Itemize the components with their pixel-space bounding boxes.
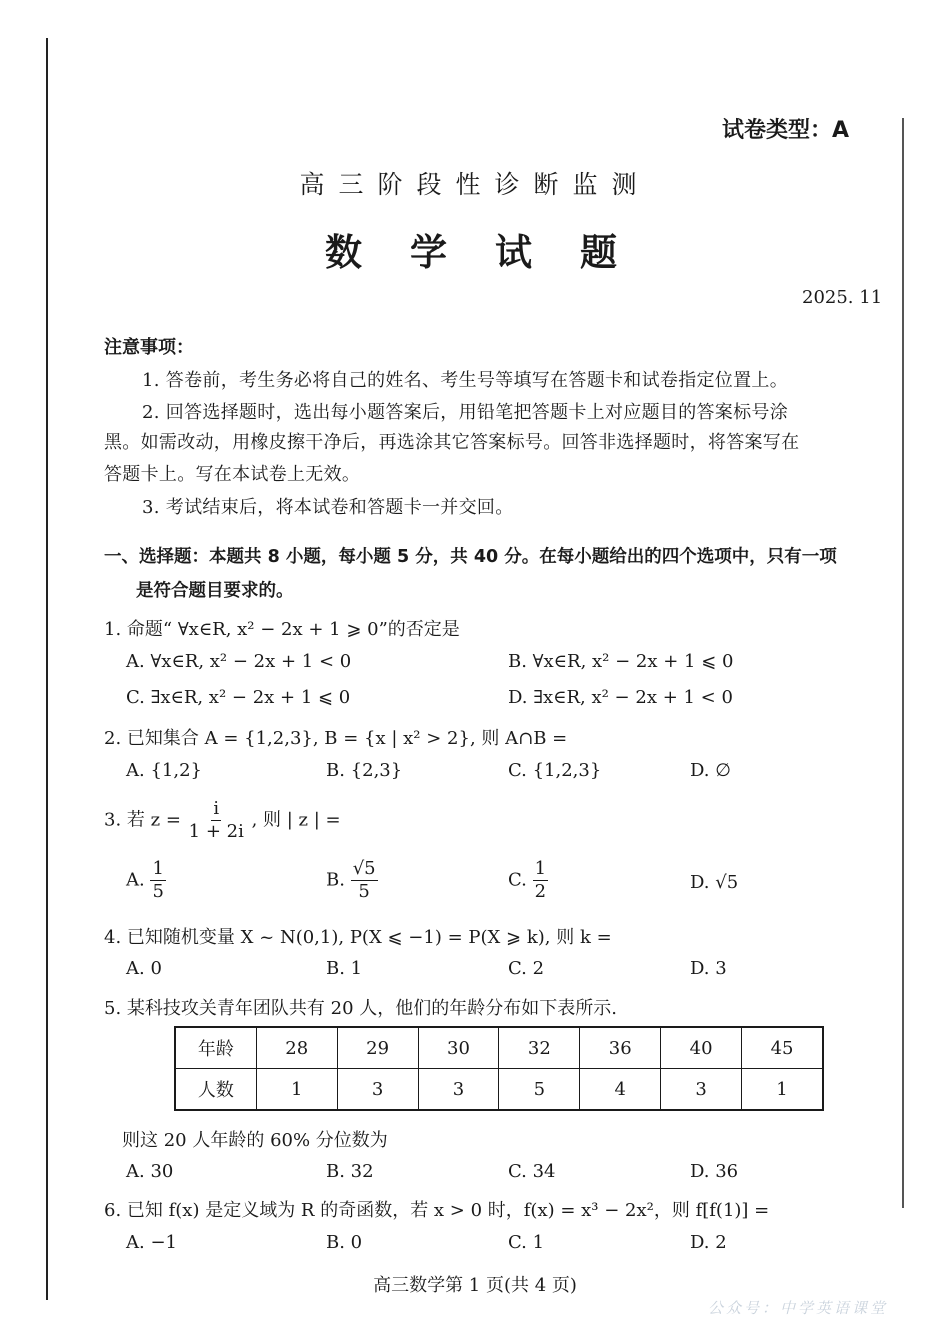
paper-type: 试卷类型：A	[722, 118, 850, 143]
q4-option-b: B. 1	[326, 958, 363, 979]
table-header-age: 年龄	[175, 1027, 256, 1069]
q5-option-c: C. 34	[508, 1161, 556, 1182]
q3-fraction-denominator: 1 + 2i	[188, 821, 244, 842]
q3-option-c-denominator: 2	[534, 881, 547, 902]
table-cell: 45	[742, 1027, 823, 1069]
note-line-1: 1. 答卷前，考生务必将自己的姓名、考生号等填写在答题卡和试卷指定位置上。	[142, 370, 788, 391]
exam-title: 数学试题	[325, 231, 665, 274]
q6-option-a: A. −1	[126, 1232, 177, 1253]
q4-stem: 4. 已知随机变量 X ~ N(0,1), P(X ⩽ −1) = P(X ⩾ k), 则 k =	[104, 927, 612, 948]
q3-option-a-numerator: 1	[152, 858, 164, 879]
q3-option-a-label: A.	[126, 869, 145, 891]
q1-option-d: D. ∃x∈R, x² − 2x + 1 < 0	[508, 687, 733, 708]
q3-fraction-numerator: i	[213, 798, 220, 819]
note-line-2: 2. 回答选择题时，选出每小题答案后，用铅笔把答题卡上对应题目的答案标号涂	[142, 402, 788, 423]
q1-option-c: C. ∃x∈R, x² − 2x + 1 ⩽ 0	[126, 687, 351, 708]
q3-stem-prefix: 3. 若 z =	[104, 809, 181, 831]
table-cell: 3	[661, 1069, 742, 1111]
q1-option-a: A. ∀x∈R, x² − 2x + 1 < 0	[126, 651, 352, 672]
table-cell: 30	[418, 1027, 499, 1069]
q4-option-c: C. 2	[508, 958, 545, 979]
section-heading-line-2: 是符合题目要求的。	[136, 581, 294, 601]
q3-option-b	[326, 860, 378, 901]
q2-option-b: B. {2,3}	[326, 760, 403, 781]
table-cell: 32	[499, 1027, 580, 1069]
watermark-text: 公众号：中学英语课堂	[708, 1299, 889, 1317]
q3-option-c	[508, 860, 548, 901]
notes-title: 注意事项：	[104, 337, 194, 358]
q2-option-d: D. ∅	[690, 760, 731, 781]
note-line-3: 黑。如需改动，用橡皮擦干净后，再选涂其它答案标号。回答非选择题时，将答案写在	[104, 432, 800, 453]
q5-option-d: D. 36	[690, 1161, 739, 1182]
q6-option-d: D. 2	[690, 1232, 727, 1253]
q2-stem: 2. 已知集合 A = {1,2,3}, B = {x | x² > 2}, 则 A∩B =	[104, 728, 568, 749]
q3-option-b-denominator: 5	[358, 881, 370, 902]
q6-option-c: C. 1	[508, 1232, 545, 1253]
q3-option-c-fraction	[533, 860, 548, 901]
table-row-count	[175, 1069, 823, 1111]
table-cell: 3	[337, 1069, 418, 1111]
table-header-count: 人数	[175, 1069, 256, 1111]
age-distribution-table	[174, 1026, 824, 1111]
q2-option-c: C. {1,2,3}	[508, 760, 602, 781]
q3-option-b-label: B.	[326, 869, 345, 891]
table-cell: 28	[256, 1027, 337, 1069]
q5-stem: 5. 某科技攻关青年团队共有 20 人，他们的年龄分布如下表所示.	[104, 998, 617, 1019]
q1-option-b: B. ∀x∈R, x² − 2x + 1 ⩽ 0	[508, 651, 734, 672]
page-footer: 高三数学第 1 页(共 4 页)	[373, 1275, 577, 1296]
note-line-5: 3. 考试结束后，将本试卷和答题卡一并交回。	[142, 497, 514, 518]
q3-option-a	[126, 860, 166, 901]
q6-option-b: B. 0	[326, 1232, 363, 1253]
q3-option-d: D. √5	[690, 872, 739, 893]
q4-option-d: D. 3	[690, 958, 727, 979]
q3-option-a-fraction	[150, 860, 165, 901]
table-cell: 4	[580, 1069, 661, 1111]
q4-option-a: A. 0	[126, 958, 162, 979]
section-heading-line-1: 一、选择题：本题共 8 小题，每小题 5 分，共 40 分。在每小题给出的四个选项中，只有一项	[104, 547, 837, 567]
q3-stem	[104, 800, 341, 841]
q3-option-c-numerator: 1	[534, 858, 547, 879]
q2-option-a: A. {1,2}	[126, 760, 202, 781]
table-cell: 3	[418, 1069, 499, 1111]
exam-date: 2025. 11	[802, 287, 883, 308]
note-line-4: 答题卡上。写在本试卷上无效。	[104, 464, 361, 485]
q3-option-c-label: C.	[508, 869, 527, 891]
exam-subtitle: 高三阶段性诊断监测	[299, 170, 651, 199]
q3-option-a-denominator: 5	[152, 881, 164, 902]
q3-stem-suffix: , 则 | z | =	[251, 809, 341, 831]
q5-followup: 则这 20 人年龄的 60% 分位数为	[122, 1130, 388, 1151]
right-margin-rule	[902, 118, 904, 1208]
q1-stem: 1. 命题“ ∀x∈R, x² − 2x + 1 ⩾ 0”的否定是	[104, 619, 460, 640]
q6-stem: 6. 已知 f(x) 是定义域为 R 的奇函数，若 x > 0 时，f(x) = x³ − 2x²，则 f[f(1)] =	[104, 1200, 770, 1221]
table-cell: 1	[256, 1069, 337, 1111]
table-cell: 40	[661, 1027, 742, 1069]
q5-option-b: B. 32	[326, 1161, 374, 1182]
table-cell: 29	[337, 1027, 418, 1069]
table-cell: 36	[580, 1027, 661, 1069]
q3-option-b-fraction	[351, 860, 378, 901]
table-row-age	[175, 1027, 823, 1069]
q3-fraction	[187, 800, 246, 841]
table-cell: 1	[742, 1069, 823, 1111]
q5-option-a: A. 30	[126, 1161, 174, 1182]
table-cell: 5	[499, 1069, 580, 1111]
q3-option-b-numerator: √5	[352, 858, 376, 879]
